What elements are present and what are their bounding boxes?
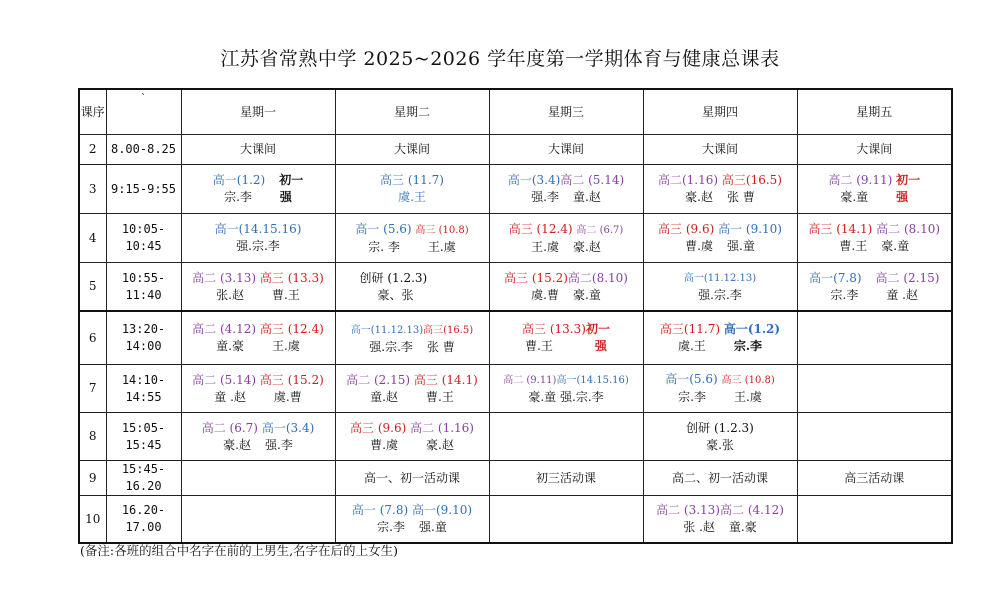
class-group: 高二 (6.7) (576, 224, 624, 236)
day-header-tue: 星期二 (335, 89, 489, 135)
class-group: 高二 (3.13) (656, 503, 720, 517)
class-group: 高二(1.16) (657, 173, 719, 187)
period-time: 8.00-8.25 (106, 135, 181, 165)
col-time-header: ` (106, 89, 181, 135)
cell-mon (181, 214, 335, 263)
teacher-names: 宗.李 (678, 390, 706, 404)
class-group: 创研 (1.2.3) (359, 270, 428, 285)
teacher-names: 强.李 (265, 437, 293, 452)
teacher-names: 王.虞 (531, 239, 559, 254)
period-number: 5 (79, 263, 106, 312)
teacher-names: 宗.李 (733, 339, 762, 353)
class-group: 高三(16.5) (721, 173, 782, 187)
teacher-names: 强.李 (531, 190, 559, 204)
period-number: 3 (79, 165, 106, 214)
period-time: 9:15-9:55 (106, 165, 181, 214)
class-group: 高二 (9.11) (503, 375, 557, 386)
cell-wed (489, 365, 643, 413)
period-time: 15:45-16.20 (106, 461, 181, 496)
teacher-names: 童.豪 (728, 520, 757, 534)
class-group: 高一(9.10) (412, 503, 473, 517)
cell-tue (335, 413, 489, 461)
table-row (79, 413, 952, 461)
cell-thu (643, 214, 797, 263)
class-group: 高一 (7.8) (351, 503, 409, 517)
class-group: 高二 (6.7) (201, 420, 258, 435)
class-group: 高三 (15.2) (504, 270, 568, 285)
teacher-names: 虞.王 (398, 190, 426, 204)
class-group: 初一 (896, 173, 921, 187)
cell-tue (335, 311, 489, 365)
cell-tue (335, 214, 489, 263)
teacher-names: 宗.李 (830, 287, 859, 302)
cell-mon (181, 496, 335, 544)
class-group: 高一(14.15.16) (556, 375, 629, 386)
class-group: 高三 (13.3) (522, 322, 586, 336)
cell-thu: 高二、初一活动课 (643, 461, 797, 496)
cell-thu (643, 311, 797, 365)
header-row (79, 89, 952, 135)
class-group: 高一(5.6) (665, 372, 718, 386)
period-time: 13:20-14:00 (106, 311, 181, 365)
table-row (79, 263, 952, 312)
teacher-names: 曹.虞 (370, 437, 398, 452)
teacher-names: 强.宗.李 (560, 390, 604, 404)
page-title: 江苏省常熟中学 2025~2026 学年度第一学期体育与健康总课表 (220, 48, 780, 70)
teacher-names: 童.豪 (216, 339, 244, 353)
period-time: 10:55-11:40 (106, 263, 181, 312)
cell-thu (643, 263, 797, 312)
class-group: 高二 (1.16) (410, 420, 474, 435)
class-group: 高一(1.2) (212, 173, 266, 187)
teacher-names: 强 (594, 339, 607, 353)
period-number: 9 (79, 461, 106, 496)
teacher-names: 虞.曹 (273, 389, 302, 404)
cell-tue (335, 165, 489, 214)
cell-mon (181, 365, 335, 413)
class-group: 高一 (5.6) (355, 221, 412, 236)
teacher-names: 童 .赵 (214, 389, 246, 404)
period-time: 14:10-14:55 (106, 365, 181, 413)
cell-mon (181, 165, 335, 214)
class-group: 高三 (14.1) (413, 372, 478, 387)
cell-tue (335, 365, 489, 413)
class-group: 高二 (3.13) (192, 270, 257, 285)
day-header-fri: 星期五 (797, 89, 952, 135)
class-group: 高一(7.8) (809, 270, 862, 285)
table-row (79, 214, 952, 263)
cell-fri (797, 365, 952, 413)
cell-fri: 大课间 (797, 135, 952, 165)
period-number: 8 (79, 413, 106, 461)
class-group: 高二 (8.10) (876, 222, 941, 236)
cell-thu (643, 496, 797, 544)
period-number: 4 (79, 214, 106, 263)
period-time: 15:05-15:45 (106, 413, 181, 461)
teacher-names: 虞.王 (677, 339, 706, 353)
class-group: 高一(11.12.13) (683, 272, 757, 284)
class-group: 高三 (12.4) (259, 322, 324, 336)
teacher-names: 曹.王 (525, 339, 553, 353)
class-group: 高三 (11.7) (380, 173, 444, 187)
teacher-names: 豪.赵 (426, 437, 454, 452)
period-number: 6 (79, 311, 106, 365)
teacher-names: 张 .赵 (683, 520, 715, 534)
teacher-names: 强.宗.李 (236, 239, 280, 253)
class-group: 高三 (12.4) (508, 221, 573, 236)
class-group: 创研 (1.2.3) (686, 420, 754, 435)
class-group: 高三 (9.6) (350, 420, 407, 435)
class-group: 高一(11.12.13) (350, 324, 424, 336)
teacher-names: 豪、张 (377, 287, 414, 302)
cell-mon (181, 263, 335, 312)
cell-tue (335, 263, 489, 312)
teacher-names: 曹.王 (272, 287, 300, 302)
class-group: 高二 (5.14) (192, 372, 257, 387)
teacher-names: 王.虞 (427, 239, 456, 254)
cell-thu (643, 413, 797, 461)
cell-thu: 大课间 (643, 135, 797, 165)
teacher-names: 强 (896, 190, 909, 204)
class-group: 高一(14.15.16) (214, 222, 302, 236)
schedule-table (78, 88, 953, 544)
class-group: 高二 (4.12) (720, 503, 784, 517)
teacher-names: 豪.赵 (685, 190, 713, 204)
teacher-names: 宗. 李 (368, 239, 400, 254)
teacher-names: 豪.赵 (573, 239, 601, 254)
cell-wed: 大课间 (489, 135, 643, 165)
cell-wed (489, 263, 643, 312)
cell-wed (489, 413, 643, 461)
class-group: 初一 (279, 173, 304, 187)
teacher-names: 宗.李 (224, 190, 252, 204)
class-group: 高二 (2.15) (875, 270, 940, 285)
cell-tue: 大课间 (335, 135, 489, 165)
cell-fri: 高三活动课 (797, 461, 952, 496)
teacher-names: 强.童 (419, 520, 447, 534)
period-number: 7 (79, 365, 106, 413)
class-group: 高一 (9.10) (718, 222, 782, 236)
cell-tue: 高一、初一活动课 (335, 461, 489, 496)
teacher-names: 王.虞 (272, 339, 300, 353)
teacher-names: 张 曹 (426, 339, 455, 354)
teacher-names: 童 .赵 (886, 287, 918, 302)
cell-fri (797, 263, 952, 312)
teacher-names: 虞.曹 (531, 287, 559, 302)
teacher-names: 曹.王 (426, 389, 454, 404)
cell-wed (489, 214, 643, 263)
cell-wed (489, 311, 643, 365)
footnote: (备注:各班的组合中名字在前的上男生,名字在后的上女生) (80, 543, 398, 558)
period-number: 2 (79, 135, 106, 165)
class-group: 高一(3.4) (261, 420, 315, 435)
teacher-names: 强.宗.李 (698, 287, 742, 302)
table-row (79, 165, 952, 214)
period-number: 10 (79, 496, 106, 544)
teacher-names: 豪.童 (881, 239, 910, 253)
cell-thu (643, 165, 797, 214)
teacher-names: 曹.王 (839, 239, 868, 253)
teacher-names: 童.赵 (370, 389, 398, 404)
teacher-names: 曹.虞 (685, 239, 713, 253)
class-group: 高三 (15.2) (259, 372, 324, 387)
teacher-names: 豪.赵 (223, 437, 251, 452)
teacher-names: 豪.童 (573, 287, 601, 302)
teacher-names: 童.赵 (573, 190, 601, 204)
cell-fri (797, 496, 952, 544)
class-group: 高三 (10.8) (721, 375, 775, 386)
class-group: 高三(11.7) (659, 322, 721, 336)
table-row (79, 135, 952, 165)
cell-fri (797, 311, 952, 365)
cell-fri (797, 165, 952, 214)
cell-wed: 初三活动课 (489, 461, 643, 496)
period-time: 10:05-10:45 (106, 214, 181, 263)
teacher-names: 张 曹 (727, 190, 755, 204)
cell-tue (335, 496, 489, 544)
cell-fri (797, 413, 952, 461)
day-header-thu: 星期四 (643, 89, 797, 135)
table-row (79, 365, 952, 413)
col-order-header: 课序 (79, 89, 106, 135)
class-group: 高三 (13.3) (259, 270, 324, 285)
class-group: 高二 (4.12) (192, 322, 257, 336)
day-header-mon: 星期一 (181, 89, 335, 135)
class-group: 高一(3.4) (507, 173, 561, 187)
cell-wed (489, 165, 643, 214)
cell-fri (797, 214, 952, 263)
teacher-names: 豪.童 (840, 190, 869, 204)
cell-wed (489, 496, 643, 544)
class-group: 高三 (10.8) (415, 224, 469, 236)
teacher-names: 强.宗.李 (369, 339, 413, 354)
teacher-names: 强.童 (727, 239, 755, 253)
class-group: 高三 (9.6) (658, 222, 715, 236)
class-group: 高二 (2.15) (346, 372, 411, 387)
class-group: 高三(16.5) (423, 324, 474, 336)
cell-mon (181, 413, 335, 461)
class-group: 高二(8.10) (567, 270, 628, 285)
class-group: 高一(1.2) (723, 322, 781, 336)
cell-thu (643, 365, 797, 413)
day-header-wed: 星期三 (489, 89, 643, 135)
cell-mon (181, 311, 335, 365)
teacher-names: 王.虞 (734, 390, 762, 404)
period-time: 16.20-17.00 (106, 496, 181, 544)
teacher-names: 强 (279, 190, 292, 204)
table-row (79, 311, 952, 365)
teacher-names: 张.赵 (216, 287, 244, 302)
class-group: 高二 (5.14) (560, 173, 625, 187)
teacher-names: 豪.童 (528, 390, 557, 404)
class-group: 高三 (14.1) (808, 222, 873, 236)
class-group: 高二 (9.11) (828, 173, 893, 187)
cell-mon: 大课间 (181, 135, 335, 165)
teacher-names: 宗.李 (377, 520, 405, 534)
table-row (79, 496, 952, 544)
class-group: 初一 (585, 322, 610, 336)
cell-mon (181, 461, 335, 496)
table-row (79, 461, 952, 496)
teacher-names: 豪.张 (706, 437, 734, 452)
